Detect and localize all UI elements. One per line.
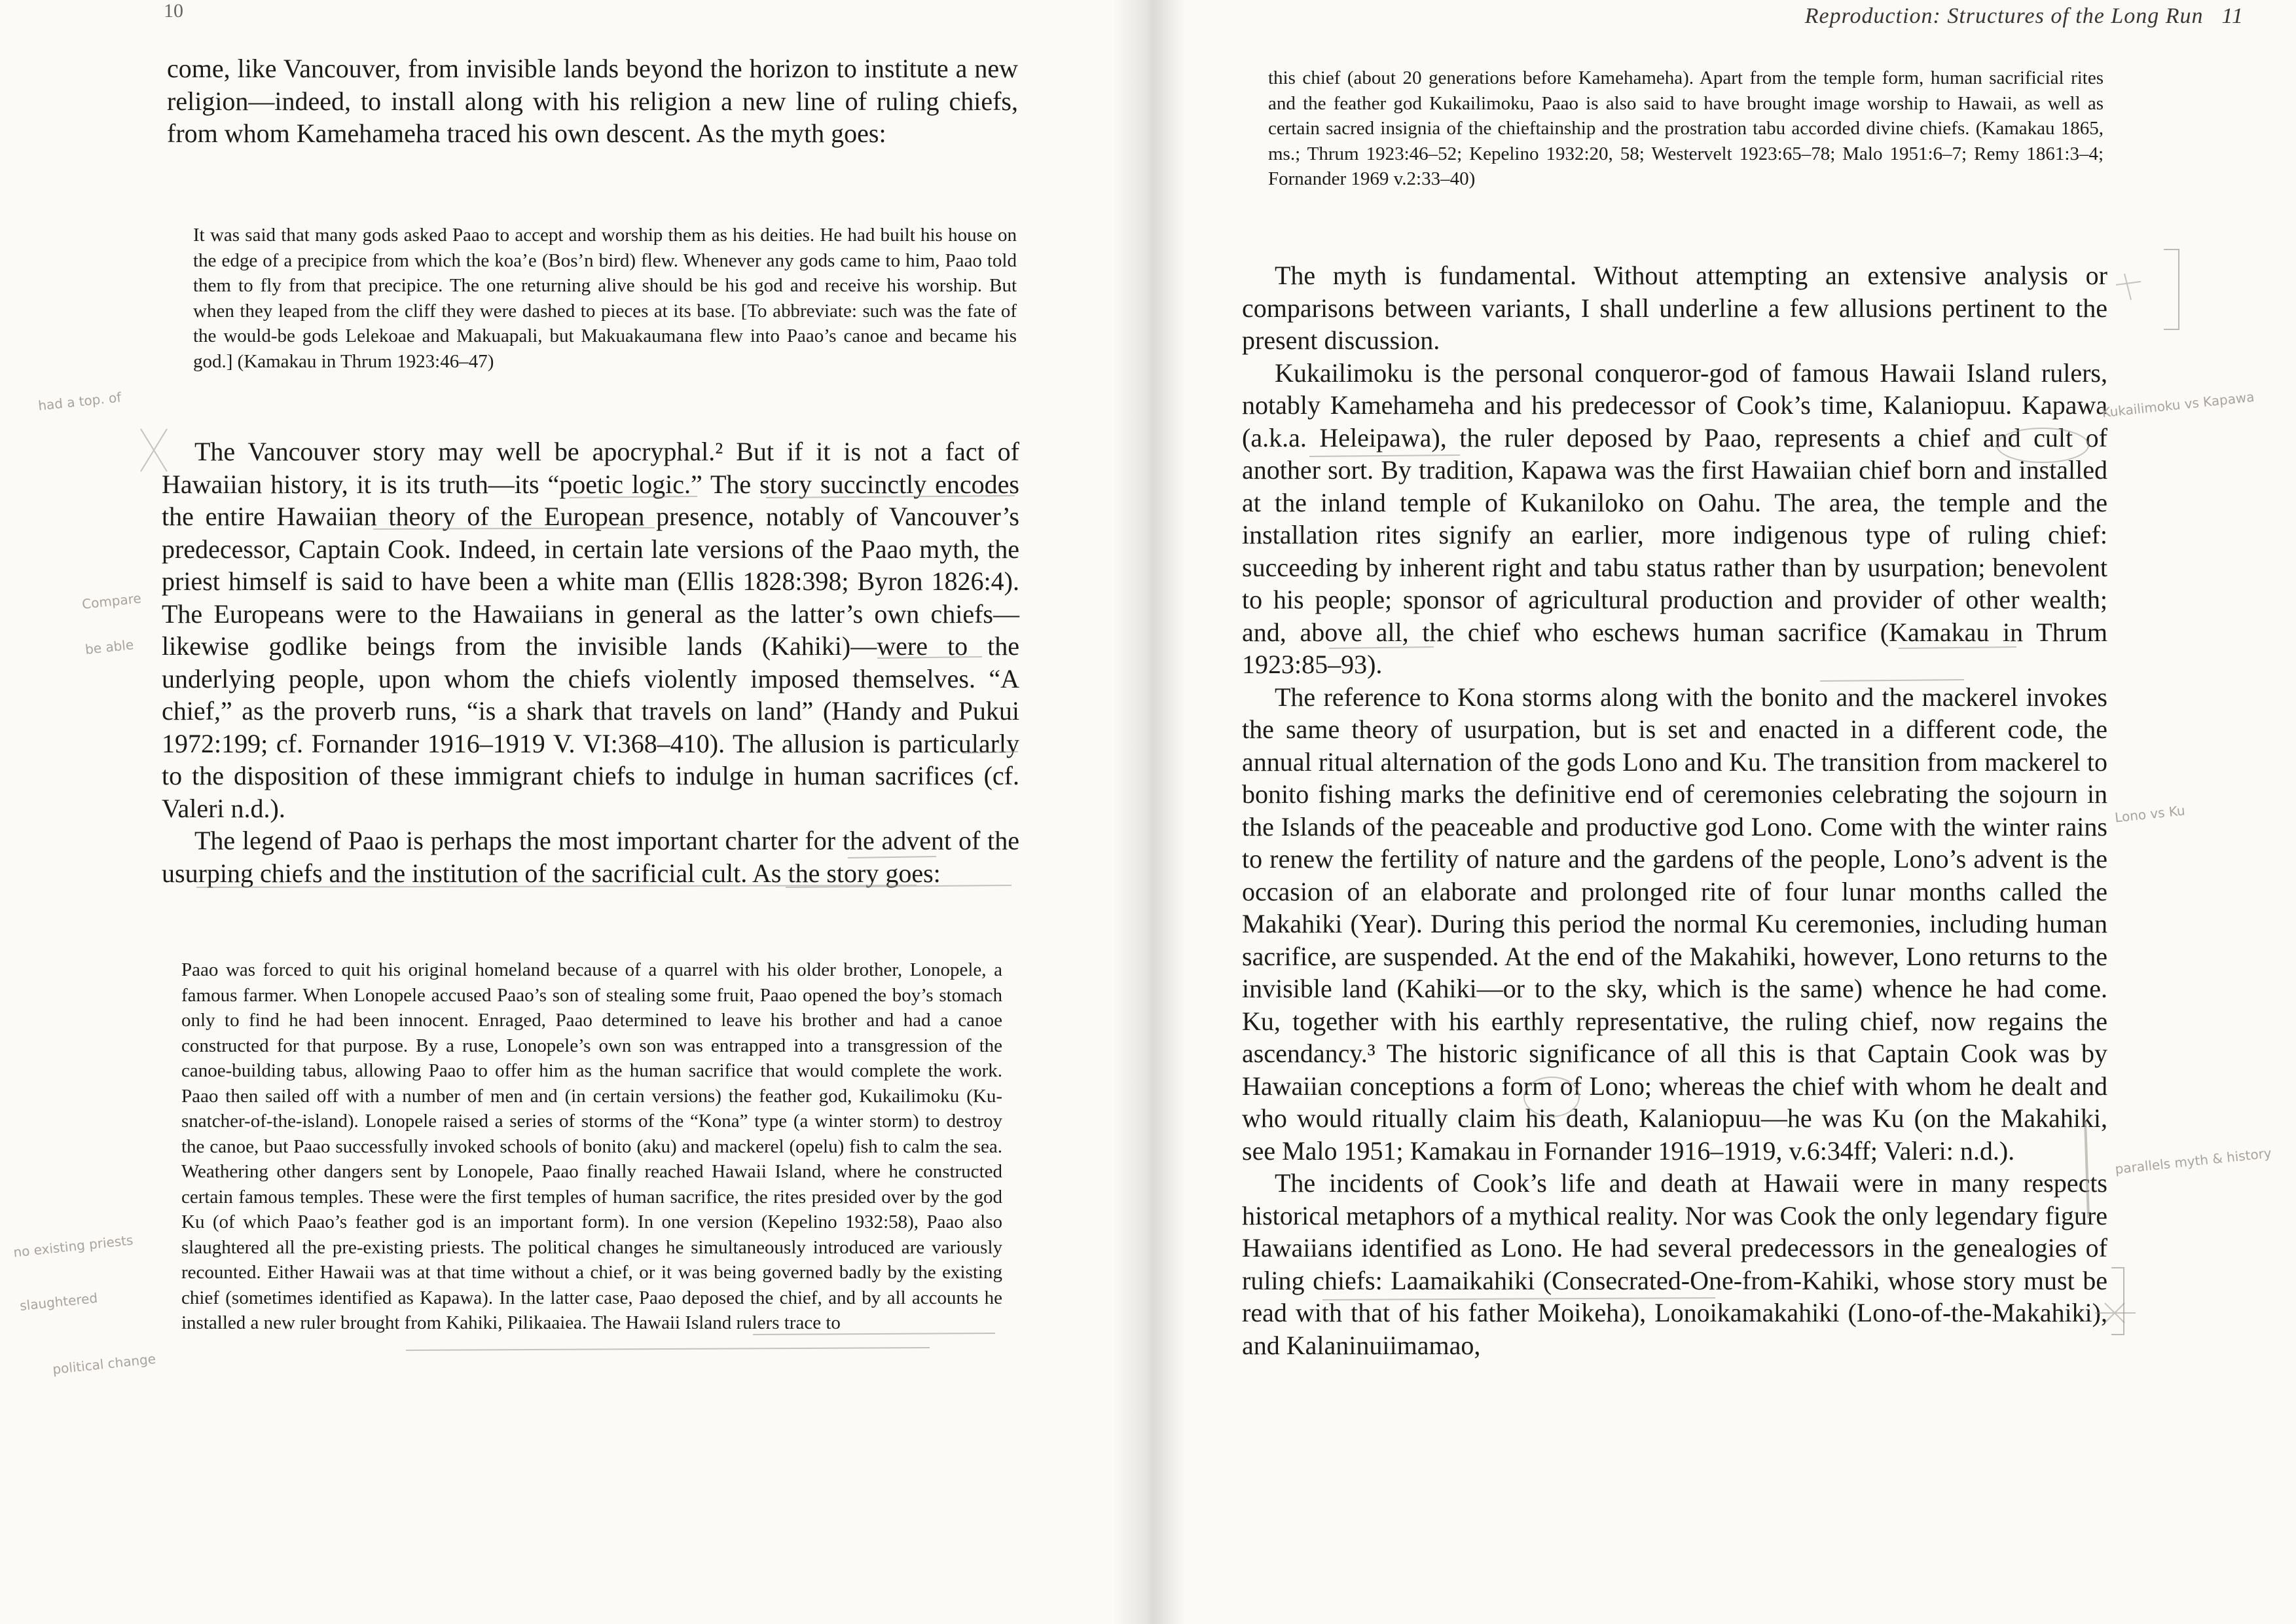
margin-note: no existing priests	[12, 1232, 134, 1261]
paragraph-cook-metaphors: The incidents of Cook’s life and death at Hawaii were in many respects historical metaphors of a mythical reality. Nor was Cook the only legendary figure Hawaiians identified as Lono. He had several predecessors in the genealogies of ruling chiefs: Laamaikahiki (Consecrated-One-from-Kahiki, whose story must be read with that of his father Moikeha), Lonoikamakahiki (Lono-of-the-Makahiki), and Kalaninuiimamao,	[1242, 1168, 2107, 1360]
paragraph-myth-fundamental: The myth is fundamental. Without attempting an extensive analysis or comparisons between variants, I shall underline a few allusions pertinent to the present discussion.	[1242, 261, 2107, 355]
paragraph-kukailimoku: Kukailimoku is the personal conqueror-god of famous Hawaii Island rulers, notably Kamehameha and his predecessor of Cook’s time, Kalaniopuu. Kapawa (a.k.a. Heleipawa), the ruler deposed by Paao, represents a chief and cult of another sort. By tradition, Kapawa was the first Hawaiian chief born and installed at the inland temple of Kukaniloko on Oahu. The area, the temple and the installation rites signify an earlier, more indigenous type of ruling chief: succeeding by inherent right and tabu status rather than by usurpation; benevolent to his people; sponsor of agricultural production and provider of other wealth; and, above all, the chief who eschews human sacrifice (Kamakau in Thrum 1923:85–93).	[1242, 358, 2107, 679]
left-page	[0, 0, 1146, 1624]
margin-note: had a top. of	[37, 389, 122, 414]
block-quote-text: Paao was forced to quit his original homeland because of a quarrel with his older brother, Lonopele, a famous farmer. When Lonopele accused Paao’s son of stealing some fruit, Paao opened the boy’s stomach only to find he had been innocent. Enraged, Paao determined to leave his brother and had a canoe constructed for that purpose. By a ruse, Lonopele’s own son was entrapped into a transgression of the canoe-building tabus, allowing Paao to offer him as the human sacrifice that would complete the work. Paao then sailed off with a number of men and (in certain versions) the feather god, Kukailimoku (Ku-snatcher-of-the-island). Lonopele raised a series of storms of the “Kona” type (a winter storm) to destroy the canoe, but Paao successfully invoked schools of bonito (aku) and mackerel (opelu) fish to calm the sea. Weathering other dangers sent by Lonopele, Paao finally reached Hawaii Island, where he constructed certain famous temples. These were the first temples of human sacrifice, the rites presided over by the god Ku (of which Paao’s feather god is an important form). In one version (Kepelino 1932:58), Paao also slaughtered all the pre-existing priests. The political changes he simultaneously introduced are variously recounted. Either Hawaii was at that time without a chief, or it was being governed badly by the existing chief (sometimes identified as Kapawa). In the latter case, Paao deposed the chief, and by all accounts he installed a new ruler brought from Kahiki, Pilikaaiea. The Hawaii Island rulers trace to	[181, 959, 1002, 1333]
paragraph-legend-of-paao: The legend of Paao is perhaps the most important charter for the advent of the usurping chiefs and the institution of the sacrificial cult. As the story goes:	[162, 826, 1019, 888]
margin-note: Kukailimoku vs Kapawa	[2101, 388, 2255, 421]
paragraph-kona-storms: The reference to Kona storms along with the bonito and the mackerel invokes the same theory of usurpation, but is set and enacted in a different code, the annual ritual alternation of the gods Lono and Ku. The transition from mackerel to bonito fishing marks the definitive end of ceremonies celebrating the sojourn in the Islands of the peaceable and productive god Lono. Come with the winter rains to renew the fertility of nature and the gardens of the people, Lono’s advent is the occasion of an elaborate and prolonged rite of four lunar months called the Makahiki (Year). During this period the normal Ku ceremonies, including human sacrifice, are suspended. At the end of the Makahiki, however, Lono returns to the invisible land (Kahiki—or to the sky, which is the same) whence he had come. Ku, together with his earthly representative, the ruling chief, now regains the ascendancy.³ The historic significance of all this is that Captain Cook was by Hawaiian conceptions a form of Lono; whereas the chief with whom he dealt and who would ritually claim his death, Kalaniopuu—he was Ku (on the Makahiki, see Malo 1951; Kamakau in Fornander 1916–1919, v.6:34ff; Valeri: n.d.).	[1242, 682, 2107, 1166]
block-quote-text: this chief (about 20 generations before Kamehameha). Apart from the temple form, human sacrificial rites and the feather god Kukailimoku, Paao is also said to have brought image worship to Hawaii, as well as certain sacred insignia of the chieftainship and the prostration tabu accorded divine chiefs. (Kamakau 1865, ms.; Thrum 1923:46–52; Kepelino 1932:20, 58; Westervelt 1923:65–78; Malo 1951:6–7; Remy 1861:3–4; Fornander 1969 v.2:33–40)	[1268, 67, 2104, 189]
block-quote-text: It was said that many gods asked Paao to accept and worship them as his deities. He had built his house on the edge of a precipice from which the koa’e (Bos’n bird) flew. Whenever any gods came to him, Paao told them to fly from that precipice. The one returning alive should be his god and receive his worship. But when they leaped from the cliff they were dashed to pieces at its base. [To abbreviate: such was the fate of the would-be gods Lelekoae and Makuapali, but Makuakaumana flew into Paao’s canoe and became his god.] (Kamakau in Thrum 1923:46–47)	[193, 225, 1017, 372]
body-text-right	[1242, 259, 2107, 1361]
margin-note: Lono vs Ku	[2114, 802, 2186, 826]
paragraph-vancouver-story: The Vancouver story may well be apocryphal.² But if it is not a fact of Hawaiian history, it is its truth—its “poetic logic.” The story succinctly encodes the entire Hawaiian theory of the European presence, notably of Vancouver’s predecessor, Captain Cook. Indeed, in certain late versions of the Paao myth, the priest himself is said to have been a white man (Ellis 1828:398; Byron 1826:4). The Europeans were to the Hawaiians in general as the latter’s own chiefs—likewise godlike beings from the invisible lands (Kahiki)—were to the underlying people, upon whom the chiefs violently imposed themselves. “A chief,” as the proverb runs, “is a shark that travels on land” (Handy and Pukui 1972:199; cf. Fornander 1916–1919 V. VI:368–410). The allusion is particularly to the disposition of these immigrant chiefs to indulge in human sacrifices (cf. Valeri n.d.).	[162, 437, 1019, 823]
left-page-number: 10	[164, 0, 183, 22]
margin-note: slaughtered	[19, 1289, 99, 1314]
block-quote-continuation	[1268, 65, 2104, 192]
intro-paragraph-text: come, like Vancouver, from invisible lands beyond the horizon to institute a new religion—indeed, to install along with his religion a new line of ruling chiefs, from whom Kamehameha traced his own descent. As the myth goes:	[167, 54, 1018, 148]
margin-note: parallels myth & history	[2114, 1145, 2272, 1177]
intro-paragraph	[167, 52, 1018, 150]
right-page	[1152, 0, 2296, 1624]
margin-note: be able	[84, 637, 135, 657]
body-text-left	[162, 435, 1019, 889]
block-quote-paao-legend	[181, 957, 1002, 1336]
running-head	[1805, 4, 2244, 29]
right-page-number: 11	[2221, 4, 2244, 28]
running-head-title: Reproduction: Structures of the Long Run	[1804, 4, 2204, 28]
margin-note: Compare	[81, 590, 142, 612]
margin-bracket	[2164, 249, 2179, 330]
block-quote-paao-gods	[193, 223, 1017, 374]
margin-note: political change	[52, 1350, 157, 1378]
margin-bracket	[2111, 1267, 2124, 1335]
